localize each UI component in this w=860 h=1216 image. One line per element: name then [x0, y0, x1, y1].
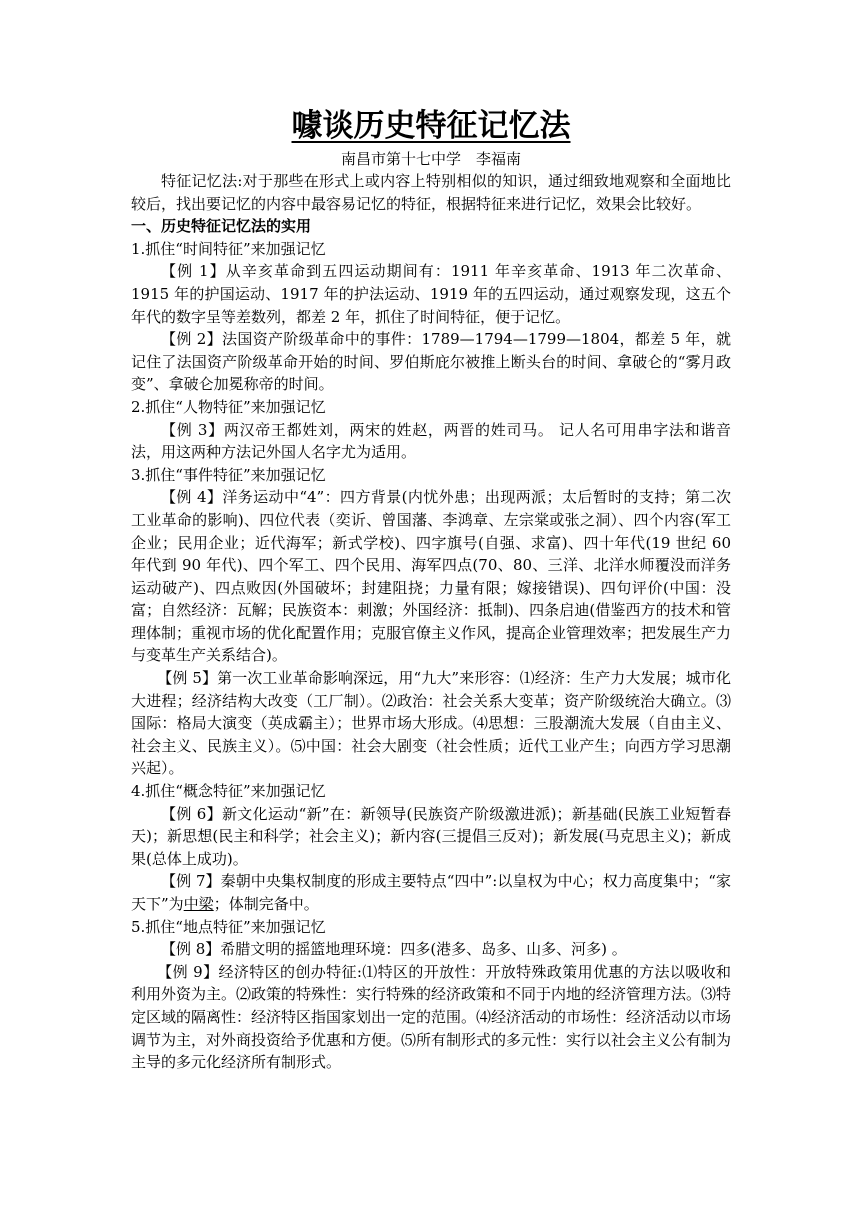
subheading-event: 3.抓住“事件特征”来加强记忆 — [131, 465, 326, 484]
document-page — [131, 104, 731, 1074]
example-2: 【例 2】法国资产阶级革命中的事件：1789—1794—1799—1804，都差 5 年，就记住了法国资产阶级革命开始的时间、罗伯斯庇尔被推上断头台的时间、拿破仑的“雾月政变”、拿破仑加冕称帝的时间。 — [131, 330, 731, 394]
subheading-person: 2.抓住“人物特征”来加强记忆 — [131, 397, 326, 416]
document-title: 噱谈历史特征记忆法 — [291, 108, 571, 144]
example-7 — [131, 870, 731, 915]
subheading-time: 1.抓住“时间特征”来加强记忆 — [131, 239, 326, 258]
example-7-underlined: 中梁 — [183, 895, 214, 913]
author-byline: 南昌市第十七中学 李福南 — [340, 150, 521, 168]
example-5: 【例 5】第一次工业革命影响深远，用“九大”来形容：⑴经济：生产力大发展；城市化大进程；经济结构大改变（工厂制）。⑵政治：社会关系大变革；资产阶级统治大确立。⑶国际：格局大演变（英成霸主）；世界市场大形成。⑷思想：三股潮流大发展（自由主义、社会主义、民族主义）。⑸中国：社会大剧变（社会性质；近代工业产生；向西方学习思潮兴起）。 — [131, 669, 731, 778]
subheading-place: 5.抓住“地点特征”来加强记忆 — [131, 917, 326, 936]
example-4: 【例 4】洋务运动中“4”：四方背景(内忧外患；出现两派；太后暂时的支持；第二次工业革命的影响)、四位代表（奕䜣、曾国藩、李鸿章、左宗棠或张之洞）、四个内容(军工企业；民用企业；近代海军；新式学校)、四字旗号(自强、求富)、四十年代(19 世纪 60 年代到 90 年代)、四个军工、四个民用、海军四点(70、80、三洋、北洋水师覆没而洋务运动破产)、四点败因(外国破坏；封建阻挠；力量有限；嫁接错误)、四句评价(中国：没富；自然经济：瓦解；民族资本：刺激；外国经济：抵制)、四条启迪(借鉴西方的技术和管理体制；重视市场的优化配置作用；克服官僚主义作风，提高企业管理效率；把发展生产力与变革生产关系结合)。 — [131, 488, 732, 665]
section-heading: 一、历史特征记忆法的实用 — [131, 217, 312, 236]
example-7-text-a: 【例 7】秦朝中央集权制度的形成主要特点“四中”:以皇权为中心；权力高度集中；“家天下”为 — [131, 872, 731, 913]
example-1: 【例 1】从辛亥革命到五四运动期间有：1911 年辛亥革命、1913 年二次革命、1915 年的护国运动、1917 年的护法运动、1919 年的五四运动，通过观察发现，这五个年代的数字呈等差数列，都差 2 年，抓住了时间特征，便于记忆。 — [131, 262, 731, 326]
example-8: 【例 8】希腊文明的摇篮地理环境：四多(港多、岛多、山多、河多) 。 — [161, 940, 627, 959]
subheading-concept: 4.抓住“概念特征”来加强记忆 — [131, 782, 326, 801]
intro-paragraph: 特征记忆法:对于那些在形式上或内容上特别相似的知识，通过细致地观察和全面地比较后，找出要记忆的内容中最容易记忆的特征，根据特征来进行记忆，效果会比较好。 — [131, 172, 731, 213]
example-7-text-b: ；体制完备中。 — [213, 895, 319, 913]
example-3: 【例 3】两汉帝王都姓刘，两宋的姓赵，两晋的姓司马。 记人名可用串字法和谐音法，用这两种方法记外国人名字尤为适用。 — [131, 420, 731, 462]
example-9: 【例 9】经济特区的创办特征:⑴特区的开放性：开放特殊政策用优惠的方法以吸收和利用外资为主。⑵政策的特殊性：实行特殊的经济政策和不同于内地的经济管理方法。⑶特定区域的隔离性：经济特区指国家划出一定的范围。⑷经济活动的市场性：经济活动以市场调节为主，对外商投资给予优惠和方便。⑸所有制形式的多元性：实行以社会主义公有制为主导的多元化经济所有制形式。 — [131, 962, 732, 1072]
example-6: 【例 6】新文化运动“新”在：新领导(民族资产阶级激进派)；新基础(民族工业短暂春天)；新思想(民主和科学；社会主义)；新内容(三提倡三反对)；新发展(马克思主义)；新成果(总体上成功)。 — [131, 804, 731, 868]
